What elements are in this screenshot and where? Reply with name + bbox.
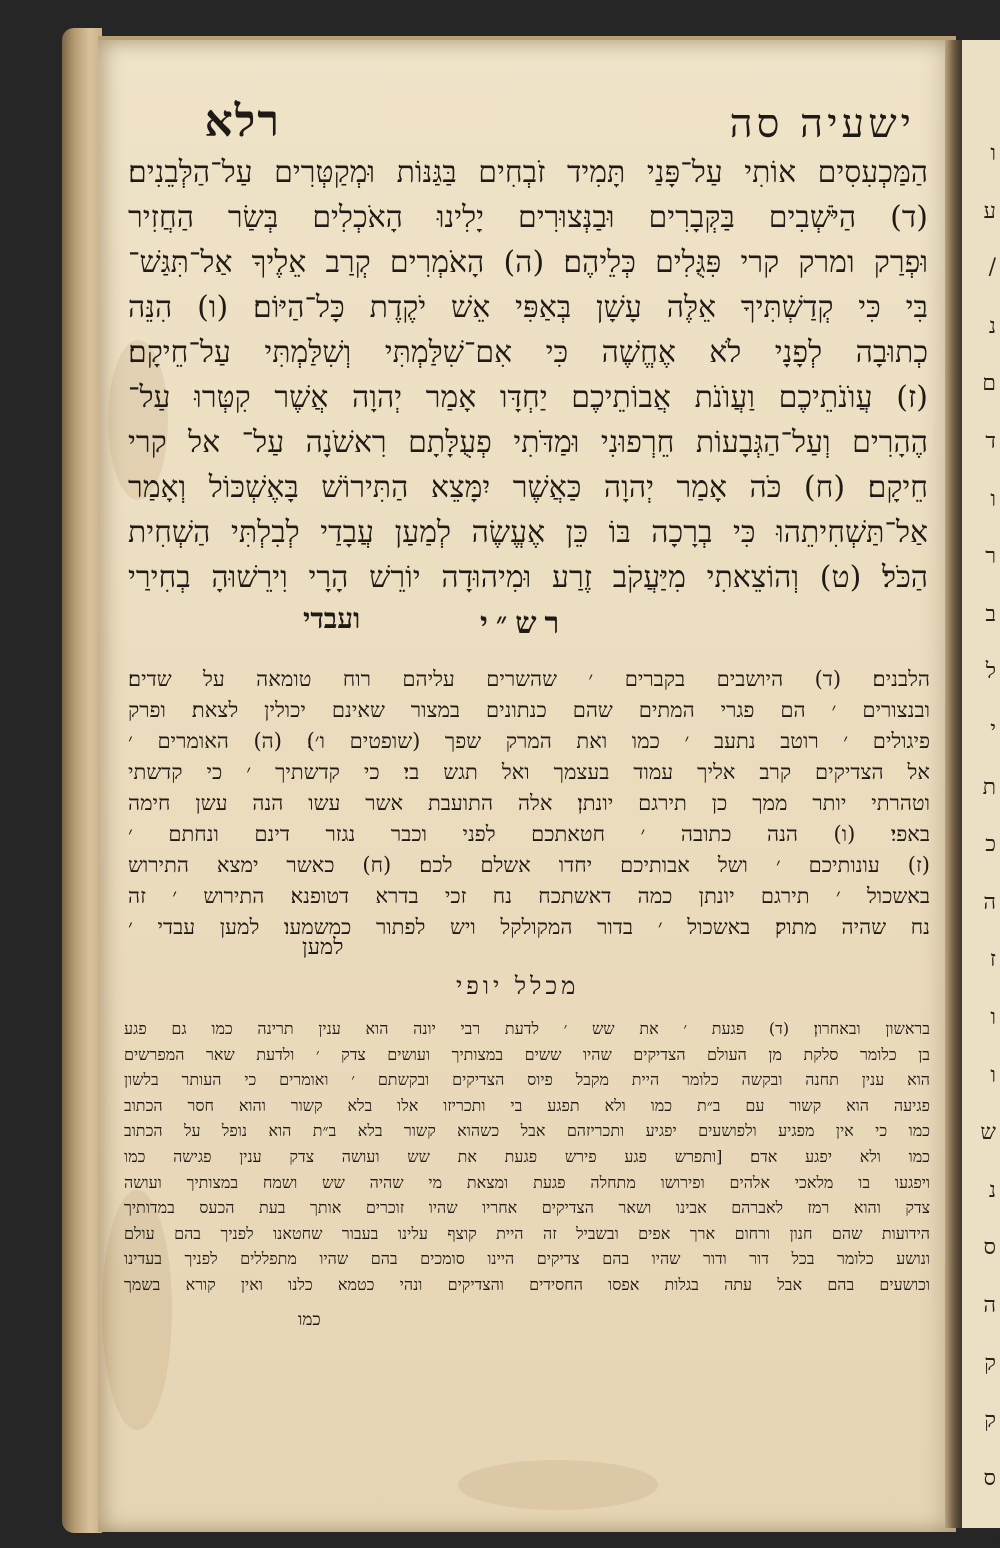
commentary-line: צדק והוא רמז לאברהם אבינו ושאר הצדיקים אחריו שהיו זוכרים אותך בעת הכעס במדותיך bbox=[124, 1198, 930, 1218]
facing-page-glyph: ק bbox=[984, 1408, 996, 1434]
text-line: (ד) הַיֹּשְׁבִים בַּקְּבָרִים וּבַנְּצוּרִים יָלִינוּ הָאֹכְלִים בְּשַׂר הַחֲזִיר bbox=[128, 200, 928, 235]
rashi-commentary-block bbox=[128, 664, 930, 943]
facing-page-glyph: כ bbox=[985, 832, 996, 858]
folio-number: רלא bbox=[204, 96, 281, 147]
facing-page-glyph: ב bbox=[985, 601, 996, 627]
facing-page-glyph: ס bbox=[983, 1465, 996, 1491]
facing-page-glyph: י bbox=[990, 717, 996, 742]
facing-page-glyph: ל bbox=[985, 659, 996, 685]
facing-page-glyph: ד bbox=[985, 429, 996, 454]
text-line: אַל־תַּשְׁחִיתֵהוּ כִּי בְרָכָה בּוֹ כֵּן אֶעֱשֶׂה לְמַעַן עֲבָדַי לְבִלְתִּי הַשְׁחִית bbox=[128, 515, 928, 550]
catchword: ועבדי bbox=[303, 602, 361, 635]
facing-page-glyph: נ bbox=[988, 313, 996, 339]
facing-page-glyph: ז bbox=[989, 947, 996, 973]
facing-page-glyph: ה bbox=[983, 889, 996, 915]
facing-page-glyph: ק bbox=[984, 1350, 996, 1376]
commentary-line: פגיעה הוא קשור עם ב״ת כמו ולא תפגע בי ותכריזו אלו בלא קשור והוא חסר הכתוב bbox=[124, 1095, 930, 1115]
text-line: בִּי כִּי קְדַשְׁתִּיךָ אֵלֶּה עָשָׁן בְּאַפִּי אֵשׁ יֹקֶדֶת כָּל־הַיּוֹם׃ (ו) הִנֵּה bbox=[128, 290, 928, 325]
commentary-line: הלבנים׃ (ד) היושבים בקברים ׳ שהשרים עליהם רוח טומאה על שדים׃ bbox=[128, 667, 930, 691]
commentary-line: אל הצדיקים קרב אליך עמוד בעצמך ואל תגש בי׃ כי קדשתיך ׳ כי קדשתי bbox=[128, 760, 930, 784]
commentary-line: פיגולים ׳ רוטב נתעב ׳ כמו ואת המרק שפך (שופטים ו׳)׃ (ה) האומרים ׳ bbox=[128, 729, 930, 753]
commentary-heading-mikhlal-yofi: מכלל יופי bbox=[456, 972, 580, 1000]
commentary-line: הוא ענין תחנה ובקשה כלומר היית מקבל פיוס הצדיקים ובקשתם ׳ ואומרים כי העותר בלשון bbox=[124, 1070, 930, 1090]
facing-page-glyph: ג bbox=[988, 1523, 996, 1548]
book-fore-edge bbox=[62, 28, 102, 1533]
commentary-line: כמו ולא יפגע אדם׃ [ותפרש פגע פירש פגעת את שש ועושה צדק ענין פגישה כמו bbox=[124, 1146, 930, 1166]
facing-page-glyph: ת bbox=[982, 774, 996, 800]
commentary-line: נח שהיה מתוק׃ באשכול ׳ בדור המקולקל ויש לפתור כמשמעו׃ למען עבדי ׳ bbox=[128, 915, 930, 939]
text-line: וּפְרַק ומרק קרי פִּגֻּלִים כְּלֵיהֶם׃ (ה) הָאֹמְרִים קְרַב אֵלֶיךָ אַל־תִּגַּשׁ־ bbox=[128, 245, 928, 280]
facing-page-glyph: ע bbox=[983, 198, 996, 224]
facing-page-glyph: ו bbox=[990, 1062, 996, 1088]
facing-page-glyph: ה bbox=[983, 1293, 996, 1318]
paper-stain bbox=[458, 1460, 658, 1510]
commentary-line: באשכול ׳ תירגם יונתן כמה דאשתכח נח זכי בדרא דטופנא׃ התירוש ׳ זה bbox=[128, 884, 930, 908]
biblical-text-block bbox=[128, 150, 928, 600]
commentary-line: ויפגעו בו מלאכי אלהים ופירושו מתחלה פגעת ומצאת מי שהיה שש ושמח במצותיך ועושה bbox=[124, 1172, 930, 1192]
text-line: חֵיקָם׃ (ח) כֹּה אָמַר יְהוָה כַּאֲשֶׁר יִמָּצֵא הַתִּירוֹשׁ בָּאֶשְׁכּוֹל וְאָמַר bbox=[128, 470, 928, 505]
book-gutter bbox=[945, 40, 963, 1528]
commentary-line: כמו כי אין מפגיע ולפושעים יפגיע ותכריזהם אבל כשהוא קשור בלא ב״ת הוא נופל על הכתוב bbox=[124, 1121, 930, 1141]
commentary-line: ונושע כלומר בכל דור ודור שהיו בהם צדיקים היינו סומכים בהם שהיו מתפללים לפניך בעדינו bbox=[124, 1249, 931, 1269]
commentary-line: (ז) עונותיכם ׳ ושל אבותיכם יחדו אשלם לכם׃ (ח) כאשר ימצא התירוש bbox=[128, 853, 930, 877]
commentary-heading-rashi: רש״י bbox=[480, 606, 568, 641]
running-title: ישעיה סה bbox=[729, 101, 915, 147]
mikhlal-yofi-commentary-block bbox=[124, 1016, 930, 1298]
text-line: הֶהָרִים וְעַל־הַגְּבָעוֹת חֵרְפוּנִי וּמַדֹּתִי פְעֻלָּתָם רִאשֹׁנָה עַל־ אל קרי bbox=[128, 425, 928, 460]
facing-page-glyph: ס bbox=[983, 1235, 996, 1261]
facing-page-glyph: ו bbox=[990, 486, 996, 512]
commentary-line: ובנצורים ׳ הם פגרי המתים שהם כנתונים במצור שאינם יכולין לצאת׃ ופרק bbox=[128, 698, 930, 722]
facing-page-glyph: נ bbox=[988, 1177, 996, 1203]
commentary-line: הידועות שהם חנון ורחום ארך אפים ובשביל זה היית קוצף עלינו בעבור שחטאנו לפניך בהם עולם bbox=[124, 1223, 930, 1243]
facing-page-glyph: ר bbox=[985, 544, 996, 570]
commentary-line: בן כלומר סלקת מן העולם הצדיקים שהיו ששים במצותיך ועושים צדק ׳ ולדעת שאר המפרשים bbox=[124, 1044, 931, 1064]
commentary-line: וכושעים בהם אבל עתה בגלות אפסו החסידים והצדיקים ונהי כטמא כלנו ואין קורא בשמך bbox=[124, 1274, 930, 1294]
commentary-line: וטהרתי יותר ממך כן תירגם יונתן׃ אלה התועבת אשר עשו הנה עשן חימה bbox=[128, 791, 930, 815]
catchword: למען bbox=[302, 935, 344, 960]
page-header bbox=[135, 96, 915, 156]
text-line: (ז) עֲוֺנֹתֵיכֶם וַעֲוֺנֹת אֲבוֹתֵיכֶם יַחְדָּו אָמַר יְהוָה אֲשֶׁר קִטְּרוּ עַל־ bbox=[128, 380, 928, 415]
facing-page-glyph: / bbox=[988, 255, 996, 281]
facing-page-glyph: ו bbox=[990, 1005, 996, 1030]
commentary-line: באפי׃ (ו) הנה כתובה ׳ חטאתכם לפני וכבר נגזר דינם ונחתם ׳ bbox=[128, 822, 930, 846]
text-line: כְתוּבָה לְפָנָי לֹא אֶחֱשֶׁה כִּי אִם־שִׁלַּמְתִּי וְשִׁלַּמְתִּי עַל־חֵיקָם׃ bbox=[128, 335, 928, 370]
commentary-line: בראשון ובאחרון׃ (ד) פגעת ׳ את שש ׳ לדעת רבי יונה הוא ענין תרינה כמו גם פגע bbox=[124, 1019, 930, 1038]
facing-page-glyph: ם bbox=[982, 371, 996, 397]
facing-page-edge bbox=[962, 40, 1000, 1548]
facing-page-glyph: ו bbox=[990, 141, 996, 166]
text-line: הַמַּכְעִסִים אוֹתִי עַל־פָּנַי תָּמִיד זֹבְחִים בַּגַּנּוֹת וּמְקַטְּרִים עַל־הַלְּבֵנִים׃ bbox=[128, 155, 928, 190]
text-line: הַכֹּל׃ (ט) וְהוֹצֵאתִי מִיַּעֲקֹב זֶרַע וּמִיהוּדָה יוֹרֵשׁ הָרָי וִירֵשׁוּהָ בְחִירַי bbox=[128, 560, 928, 595]
catchword: כמו bbox=[298, 1310, 321, 1330]
facing-page-glyph: ש bbox=[980, 1120, 996, 1146]
